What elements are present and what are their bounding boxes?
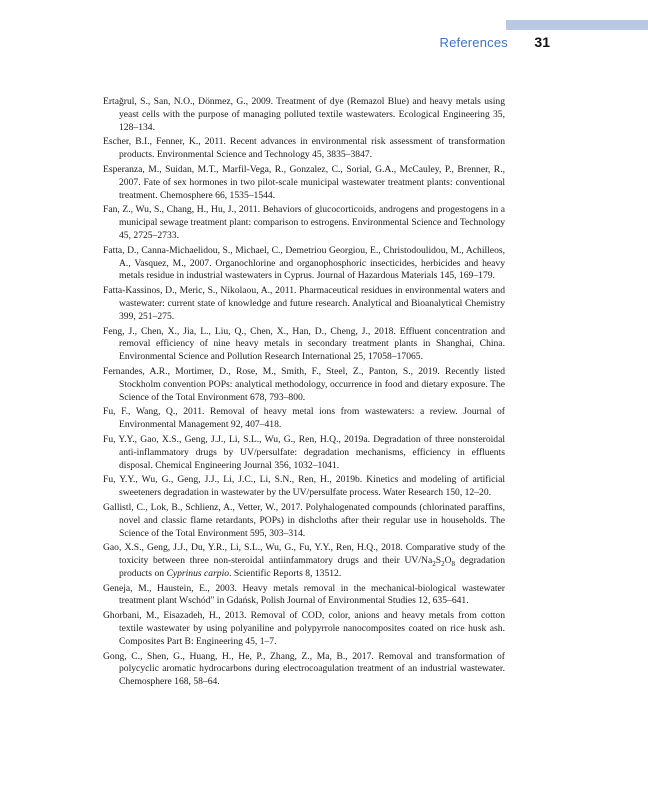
reference-entry bbox=[103, 542, 505, 580]
reference-text: S bbox=[435, 555, 442, 567]
subscript: 8 bbox=[451, 560, 455, 568]
reference-entry: Fatta, D., Canna-Michaelidou, S., Michael, C., Demetriou Georgiou, E., Christodoulidou, M., Achilleos, A., Vasquez, M., 2007. Organochlorine and organophosphoric insecticides, herbicides and heavy metals residue in industrial wastewaters in Cyprus. Journal of Hazardous Materials 145, 169–179. bbox=[103, 244, 505, 282]
reference-list bbox=[103, 96, 505, 691]
reference-entry: Gallistl, C., Lok, B., Schlienz, A., Vetter, W., 2017. Polyhalogenated compounds (chlorinated paraffins, novel and classic flame retardants, POPs) in dishcloths after their regular use in households. The Science of the Total Environment 595, 303–314. bbox=[103, 501, 505, 539]
reference-entry: Fu, F., Wang, Q., 2011. Removal of heavy metal ions from wastewaters: a review. Journal of Environmental Management 92, 407–418. bbox=[103, 406, 505, 431]
reference-entry: Fu, Y.Y., Gao, X.S., Geng, J.J., Li, S.L., Wu, G., Ren, H.Q., 2019a. Degradation of three nonsteroidal anti-inflammatory drugs by UV/persulfate: degradation mechanisms, efficiency in effluents disposal. Chemical Engineering Journal 356, 1032–1041. bbox=[103, 433, 505, 471]
species-name: Cyprinus carpio bbox=[166, 567, 230, 579]
section-title: References bbox=[439, 35, 508, 50]
reference-text: Gao, X.S., Geng, J.J., Du, Y.R., Li, S.L., Wu, G., Fu, Y.Y., Ren, H.Q., 2018. Comparative study of the toxicity between three non-steroidal antiinfammatory drugs and their UV/Na bbox=[103, 542, 505, 567]
reference-entry: Geneja, M., Haustein, E., 2003. Heavy metals removal in the mechanical-biological wastewater treatment plant Wschód" in Gdańsk, Polish Journal of Environmental Studies 12, 635–641. bbox=[103, 582, 505, 607]
reference-entry: Ertağrul, S., San, N.O., Dönmez, G., 2009. Treatment of dye (Remazol Blue) and heavy metals using yeast cells with the purpose of managing polluted textile wastewaters. Ecological Engineering 35, 128–134. bbox=[103, 96, 505, 133]
reference-text: degradation products on bbox=[119, 555, 506, 579]
reference-text: O bbox=[444, 555, 452, 567]
reference-entry: Esperanza, M., Suidan, M.T., Marfil-Vega, R., Gonzalez, C., Sorial, G.A., McCauley, P., Brenner, R., 2007. Fate of sex hormones in two pilot-scale municipal wastewater treatment plants: conventional treatment. Chemosphere 66, 1535–1544. bbox=[103, 163, 505, 201]
header-accent-bar bbox=[506, 20, 648, 30]
subscript: 2 bbox=[441, 560, 445, 568]
reference-text: . Scientific Reports 8, 13512. bbox=[229, 567, 342, 579]
reference-entry: Gong, C., Shen, G., Huang, H., He, P., Zhang, Z., Ma, B., 2017. Removal and transformation of polycyclic aromatic hydrocarbons during electrocoagulation treatment of an industrial wastewater. Chemosphere 168, 58–64. bbox=[103, 650, 505, 688]
reference-entry: Escher, B.I., Fenner, K., 2011. Recent advances in environmental risk assessment of transformation products. Environmental Science and Technology 45, 3835–3847. bbox=[103, 136, 505, 161]
reference-entry: Ghorbani, M., Eisazadeh, H., 2013. Removal of COD, color, anions and heavy metals from cotton textile wastewater by using polyaniline and polypyrrole nanocomposites coated on rice husk ash. Composites Part B: Engineering 45, 1–7. bbox=[103, 610, 505, 647]
reference-entry: Fu, Y.Y., Wu, G., Geng, J.J., Li, J.C., Li, S.N., Ren, H., 2019b. Kinetics and modeling of artificial sweeteners degradation in wastewater by the UV/persulfate process. Water Research 150, 12–20. bbox=[103, 474, 505, 499]
reference-entry: Fernandes, A.R., Mortimer, D., Rose, M., Smith, F., Steel, Z., Panton, S., 2019. Recently listed Stockholm convention POPs: analytical methodology, occurrence in food and dietary exposure. The Science of the Total Environment 678, 793–800. bbox=[103, 365, 505, 403]
reference-entry: Fatta-Kassinos, D., Meric, S., Nikolaou, A., 2011. Pharmaceutical residues in environmental waters and wastewater: current state of knowledge and future research. Analytical and Bioanalytical Chemistry 399, 251–275. bbox=[103, 285, 505, 322]
page-number: 31 bbox=[534, 34, 550, 50]
reference-entry: Fan, Z., Wu, S., Chang, H., Hu, J., 2011. Behaviors of glucocorticoids, androgens and progestogens in a municipal sewage treatment plant: comparison to estrogens. Environmental Science and Technology 45, 2725–2733. bbox=[103, 204, 505, 241]
running-header bbox=[0, 34, 550, 54]
subscript: 2 bbox=[432, 560, 436, 568]
reference-entry: Feng, J., Chen, X., Jia, L., Liu, Q., Chen, X., Han, D., Cheng, J., 2018. Effluent concentration and removal efficiency of nine heavy metals in secondary treatment plants in Shanghai, China. Environmental Science and Pollution Research International 25, 17058–17065. bbox=[103, 325, 505, 363]
